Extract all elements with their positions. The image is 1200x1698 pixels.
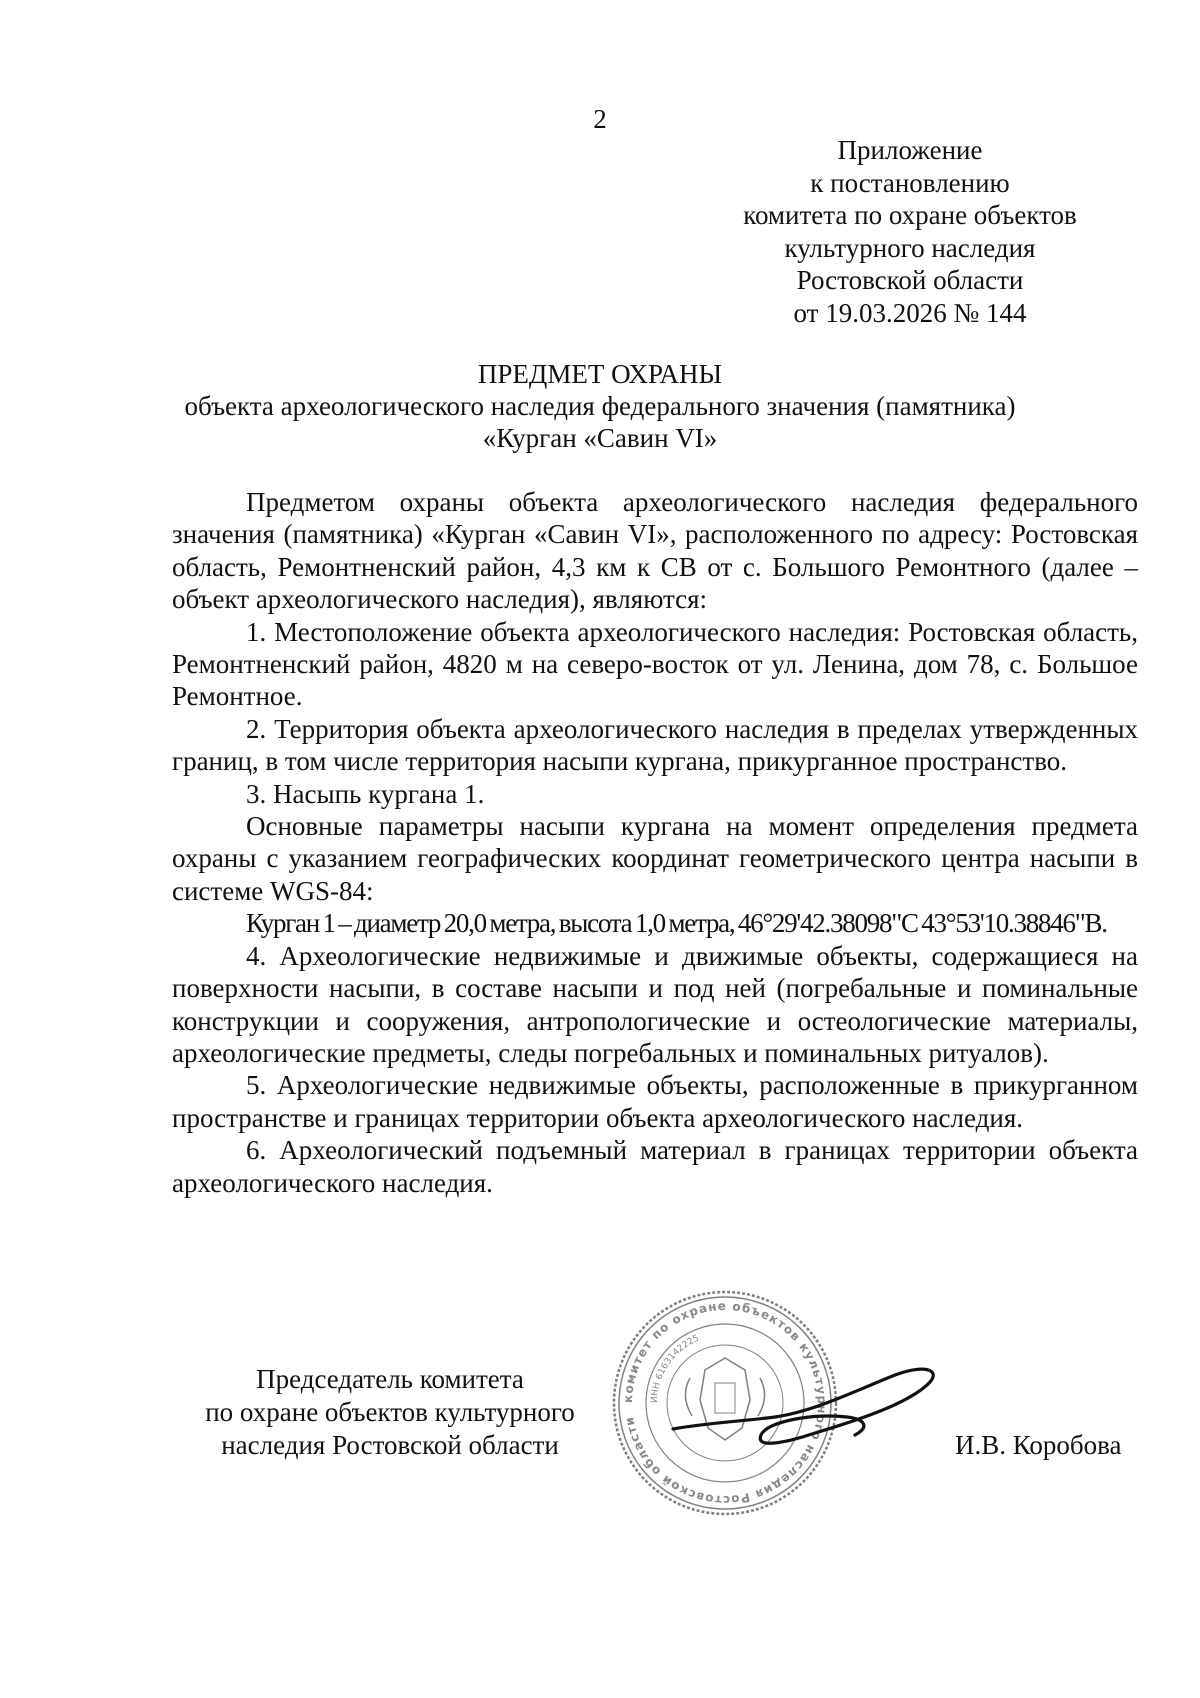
appendix-line: Ростовской области	[796, 265, 1024, 296]
item-immovable-objects: 5. Археологические недвижимые объекты, расположенные в прикурганном пространстве и границах территории объекта археологического наследия.	[172, 1070, 1138, 1133]
title-subtitle: объекта археологического наследия федерального значения (памятника)	[184, 391, 1016, 421]
document-title	[0, 358, 1200, 454]
item-mound: 3. Насыпь кургана 1.	[246, 778, 485, 809]
svg-text:комитет по охране объектов кул: комитет по охране объектов культурного наследия Ростовской области	[620, 1298, 830, 1508]
position-line: наследия Ростовской области	[221, 1430, 559, 1460]
svg-text:ИНН 6163142225: ИНН 6163142225	[649, 1333, 701, 1404]
title-object-name: «Курган «Савин VI»	[482, 423, 718, 453]
appendix-line: к постановлению	[810, 167, 1010, 198]
page-number: 2	[593, 104, 607, 134]
mound-coordinates: Курган 1 – диаметр 20,0 метра, высота 1,0 метра, 46°29'42.38098"С 43°53'10.38846"В.	[246, 908, 1107, 939]
appendix-line: культурного наследия	[784, 232, 1036, 263]
position-line: по охране объектов культурного	[205, 1397, 575, 1427]
handwritten-signature	[665, 1351, 945, 1481]
item-location: 1. Местоположение объекта археологического наследия: Ростовская область, Ремонтненский район, 4820 м на северо-восток от ул. Ленина, дом 78, с. Большое Ремонтное.	[172, 616, 1138, 712]
intro-paragraph: Предметом охраны объекта археологического наследия федерального значения (памятника) «Курган «Савин VI», расположенного по адресу: Ростовская область, Ремонтненский район, 4,3 км к СВ от с. Большого Ремонтного (далее – объект археологического наследия), являются:	[172, 487, 1138, 615]
signature-block	[0, 1298, 1200, 1663]
signer-name: И.В. Коробова	[955, 1430, 1122, 1460]
mound-parameters-paragraph: Основные параметры насыпи кургана на момент определения предмета охраны с указанием географических координат геометрического центра насыпи в системе WGS-84:	[172, 811, 1138, 906]
title-heading: ПРЕДМЕТ ОХРАНЫ	[477, 359, 723, 389]
item-surface-material: 6. Археологический подъемный материал в границах территории объекта археологического наследия.	[172, 1135, 1138, 1198]
signer-position	[180, 1363, 600, 1462]
appendix-line: Приложение	[837, 135, 983, 165]
position-line: Председатель комитета	[256, 1364, 524, 1394]
appendix-block	[700, 134, 1120, 330]
item-territory: 2. Территория объекта археологического наследия в пределах утвержденных границ, в том числе территория насыпи кургана, прикурганное пространство.	[172, 713, 1138, 777]
item-archaeological-objects: 4. Археологические недвижимые и движимые объекты, содержащиеся на поверхности насыпи, в составе насыпи и под ней (погребальные и поминальные конструкции и сооружения, антропологические и остеологические материалы, археологические предметы, следы погребальных и поминальных ритуалов).	[172, 940, 1138, 1068]
appendix-line: комитета по охране объектов	[743, 200, 1077, 231]
appendix-date-number: от 19.03.2026 № 144	[793, 297, 1027, 328]
document-body	[172, 486, 1138, 1199]
